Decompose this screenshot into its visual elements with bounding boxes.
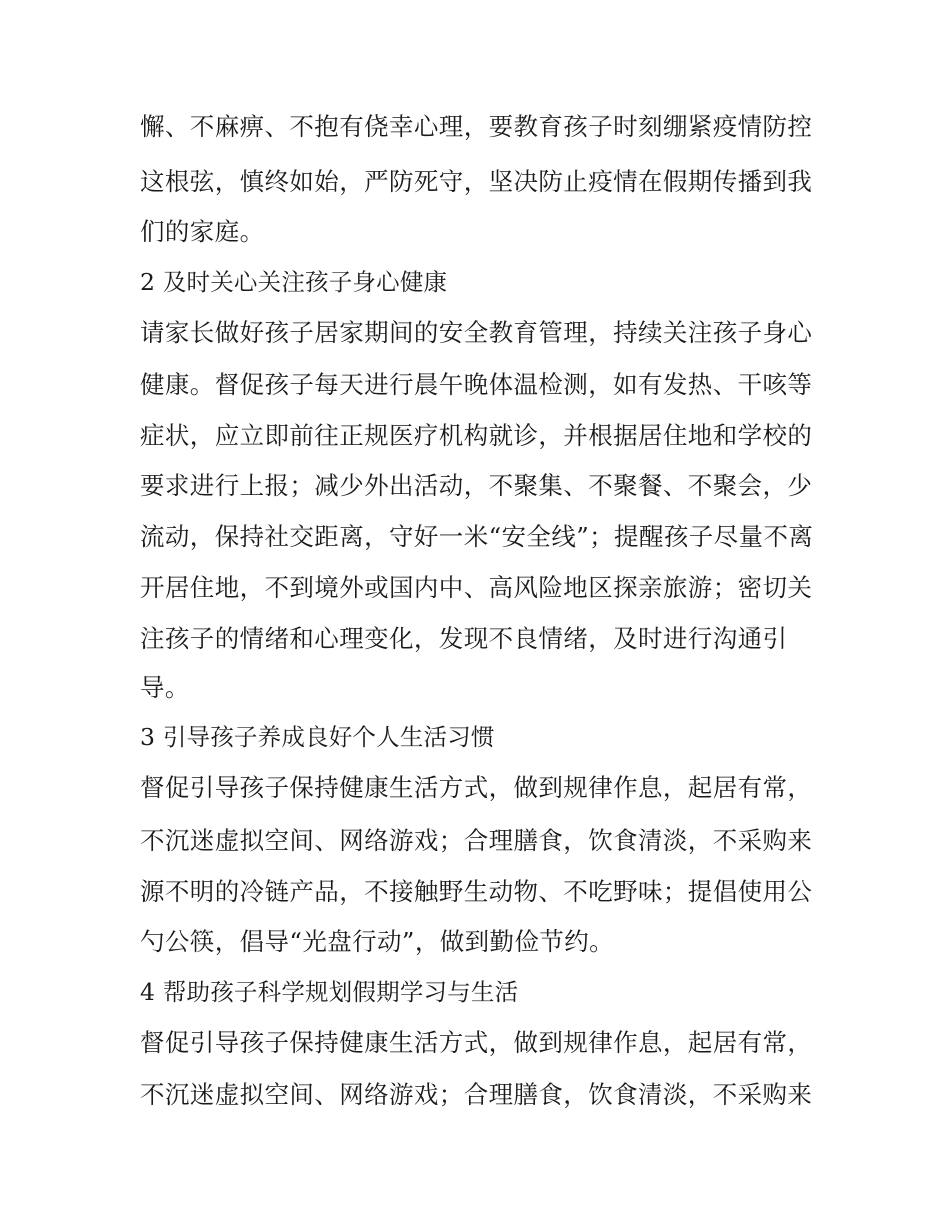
section-heading-4: 4 帮助孩子科学规划假期学习与生活 [140, 978, 519, 1006]
section-heading-2: 2 及时关心关注孩子身心健康 [140, 268, 448, 296]
text-line: 不沉迷虚拟空间、网络游戏；合理膳食，饮食清淡，不采购来 [140, 826, 813, 855]
text-line: 要求进行上报；减少外出活动，不聚集、不聚餐、不聚会，少 [140, 471, 813, 500]
section-heading-3: 3 引导孩子养成良好个人生活习惯 [140, 723, 495, 751]
text-line: 这根弦，慎终如始，严防死守，坚决防止疫情在假期传播到我 [140, 167, 813, 196]
text-line: 导。 [140, 673, 190, 702]
text-line: 开居住地，不到境外或国内中、高风险地区探亲旅游；密切关 [140, 573, 813, 602]
text-line: 不沉迷虚拟空间、网络游戏；合理膳食，饮食清淡，不采购来 [140, 1080, 813, 1109]
text-line: 源不明的冷链产品，不接触野生动物、不吃野味；提倡使用公 [140, 877, 813, 906]
text-line: 症状，应立即前往正规医疗机构就诊，并根据居住地和学校的 [140, 421, 813, 450]
text-line: 督促引导孩子保持健康生活方式，做到规律作息，起居有常， [140, 773, 813, 802]
text-line: 请家长做好孩子居家期间的安全教育管理，持续关注孩子身心 [140, 318, 813, 347]
text-line: 们的家庭。 [140, 217, 265, 246]
text-line: 督促引导孩子保持健康生活方式，做到规律作息，起居有常， [140, 1028, 813, 1057]
text-line: 勺公筷，倡导“光盘行动”，做到勤俭节约。 [140, 927, 615, 956]
text-line: 健康。督促孩子每天进行晨午晚体温检测，如有发热、干咳等 [140, 370, 813, 399]
text-line: 流动，保持社交距离，守好一米“安全线”；提醒孩子尽量不离 [140, 522, 814, 551]
text-line: 注孩子的情绪和心理变化，发现不良情绪，及时进行沟通引 [140, 624, 788, 653]
text-line: 懈、不麻痹、不抱有侥幸心理，要教育孩子时刻绷紧疫情防控 [140, 112, 813, 141]
